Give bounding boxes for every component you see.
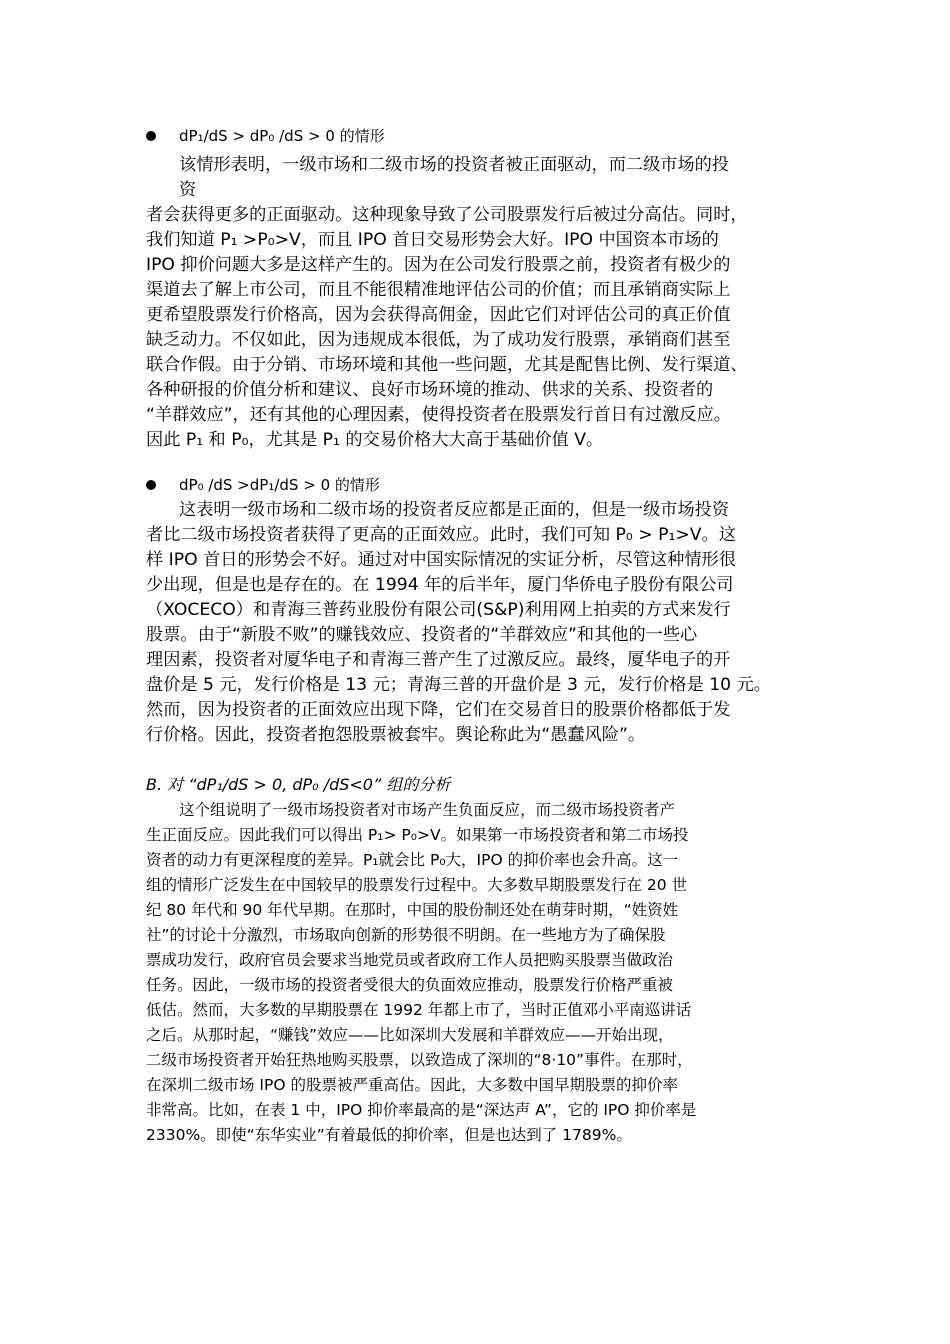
paragraph-line: “羊群效应”，还有其他的心理因素，使得投资者在股票发行首日有过激反应。 (146, 405, 731, 425)
paragraph-line: 各种研报的价值分析和建议、良好市场环境的推动、供求的关系、投资者的 (146, 380, 714, 400)
section-b-analysis (146, 773, 806, 1153)
paragraph-line: 生正面反应。因此我们可以得出 P₁> P₀>V。如果第一市场投资者和第二市场投 (146, 826, 689, 844)
bullet-icon (146, 480, 156, 490)
paragraph-line: 资者的动力有更深程度的差异。P₁就会比 P₀大，IPO 的抑价率也会升高。这一 (146, 851, 679, 869)
paragraph-line: 社”的讨论十分激烈，市场取向创新的形势很不明朗。在一些地方为了确保股 (146, 926, 666, 944)
bullet-heading-2-text: dP₀ /dS >dP₁/dS > 0 的情形 (179, 476, 380, 494)
paragraph-line: 行价格。因此，投资者抱怨股票被套牢。舆论称此为“愚蠢风险”。 (146, 725, 646, 745)
paragraph-line: 少出现，但是也是存在的。在 1994 年的后半年，厦门华侨电子股份有限公司 (146, 575, 734, 595)
paragraph-line: 盘价是 5 元，发行价格是 13 元；青海三普的开盘价是 3 元，发行价格是 10 元。 (146, 675, 771, 695)
paragraph-line: 股票。由于“新股不败”的赚钱效应、投资者的“羊群效应”和其他的一些心 (146, 625, 698, 645)
bullet-icon (146, 131, 156, 141)
paragraph-line: 这个组说明了一级市场投资者对市场产生负面反应，而二级市场投资者产 (179, 801, 676, 819)
paragraph-line: 者会获得更多的正面驱动。这种现象导致了公司股票发行后被过分高估。同时， (146, 205, 748, 225)
paragraph-line: 然而，因为投资者的正面效应出现下降，它们在交易首日的股票价格都低于发 (146, 700, 731, 720)
paragraph-line: 我们知道 P₁ >P₀>V，而且 IPO 首日交易形势会大好。IPO 中国资本市场的 (146, 230, 719, 250)
paragraph-line: 非常高。比如，在表 1 中，IPO 抑价率最高的是“深达声 A”，它的 IPO 抑价率是 (146, 1101, 697, 1119)
paragraph-line: 缺乏动力。不仅如此，因为违规成本很低，为了成功发行股票，承销商们甚至 (146, 330, 731, 350)
section-b-heading: B. 对 “dP₁/dS > 0, dP₀ /dS<0” 组的分析 (146, 775, 451, 794)
paragraph-line: IPO 抑价问题大多是这样产生的。因为在公司发行股票之前，投资者有极少的 (146, 255, 731, 275)
paragraph-line: 该情形表明，一级市场和二级市场的投资者被正面驱动，而二级市场的投 (179, 155, 730, 175)
section-case-2 (146, 473, 806, 753)
paragraph-line: 资 (179, 180, 197, 200)
paragraph-line: 票成功发行，政府官员会要求当地党员或者政府工作人员把购买股票当做政治 (146, 951, 674, 969)
paragraph-line: 二级市场投资者开始狂热地购买股票，以致造成了深圳的“8·10”事件。在那时， (146, 1051, 693, 1069)
paragraph-line: 任务。因此，一级市场的投资者受很大的负面效应推动，股票发行价格严重被 (146, 976, 674, 994)
paragraph-line: 更希望股票发行价格高，因为会获得高佣金，因此它们对评估公司的真正价值 (146, 305, 731, 325)
paragraph-line: 组的情形广泛发生在中国较早的股票发行过程中。大多数早期股票发行在 20 世 (146, 876, 688, 894)
paragraph-line: 渠道去了解上市公司，而且不能很精准地评估公司的价值；而且承销商实际上 (146, 280, 731, 300)
paragraph-line: 低估。然而，大多数的早期股票在 1992 年都上市了，当时正值邓小平南巡讲话 (146, 1001, 692, 1019)
section-case-1 (146, 124, 806, 454)
paragraph-line: 纪 80 年代和 90 年代早期。在那时，中国的股份制还处在萌芽时期，“姓资姓 (146, 901, 679, 919)
bullet-heading-1-text: dP₁/dS > dP₀ /dS > 0 的情形 (179, 127, 385, 145)
paragraph-line: 之后。从那时起，“赚钱”效应——比如深圳大发展和羊群效应——开始出现， (146, 1026, 674, 1044)
paragraph-line: 者比二级市场投资者获得了更高的正面效应。此时，我们可知 P₀ > P₁>V。这 (146, 525, 736, 545)
paragraph-line: （XOCECO）和青海三普药业股份有限公司(S&P)利用网上拍卖的方式来发行 (146, 600, 731, 620)
paragraph-line: 这表明一级市场和二级市场的投资者反应都是正面的，但是一级市场投资 (179, 500, 730, 520)
paragraph-line: 联合作假。由于分销、市场环境和其他一些问题，尤其是配售比例、发行渠道、 (146, 355, 748, 375)
paragraph-line: 2330%。即使“东华实业”有着最低的抑价率，但是也达到了 1789%。 (146, 1126, 632, 1144)
paragraph-line: 因此 P₁ 和 P₀，尤其是 P₁ 的交易价格大大高于基础价值 V。 (146, 430, 604, 450)
paragraph-line: 样 IPO 首日的形势会不好。通过对中国实际情况的实证分析，尽管这种情形很 (146, 550, 736, 570)
paragraph-line: 理因素，投资者对厦华电子和青海三普产生了过激反应。最终，厦华电子的开 (146, 650, 731, 670)
paragraph-line: 在深圳二级市场 IPO 的股票被严重高估。因此，大多数中国早期股票的抑价率 (146, 1076, 678, 1094)
